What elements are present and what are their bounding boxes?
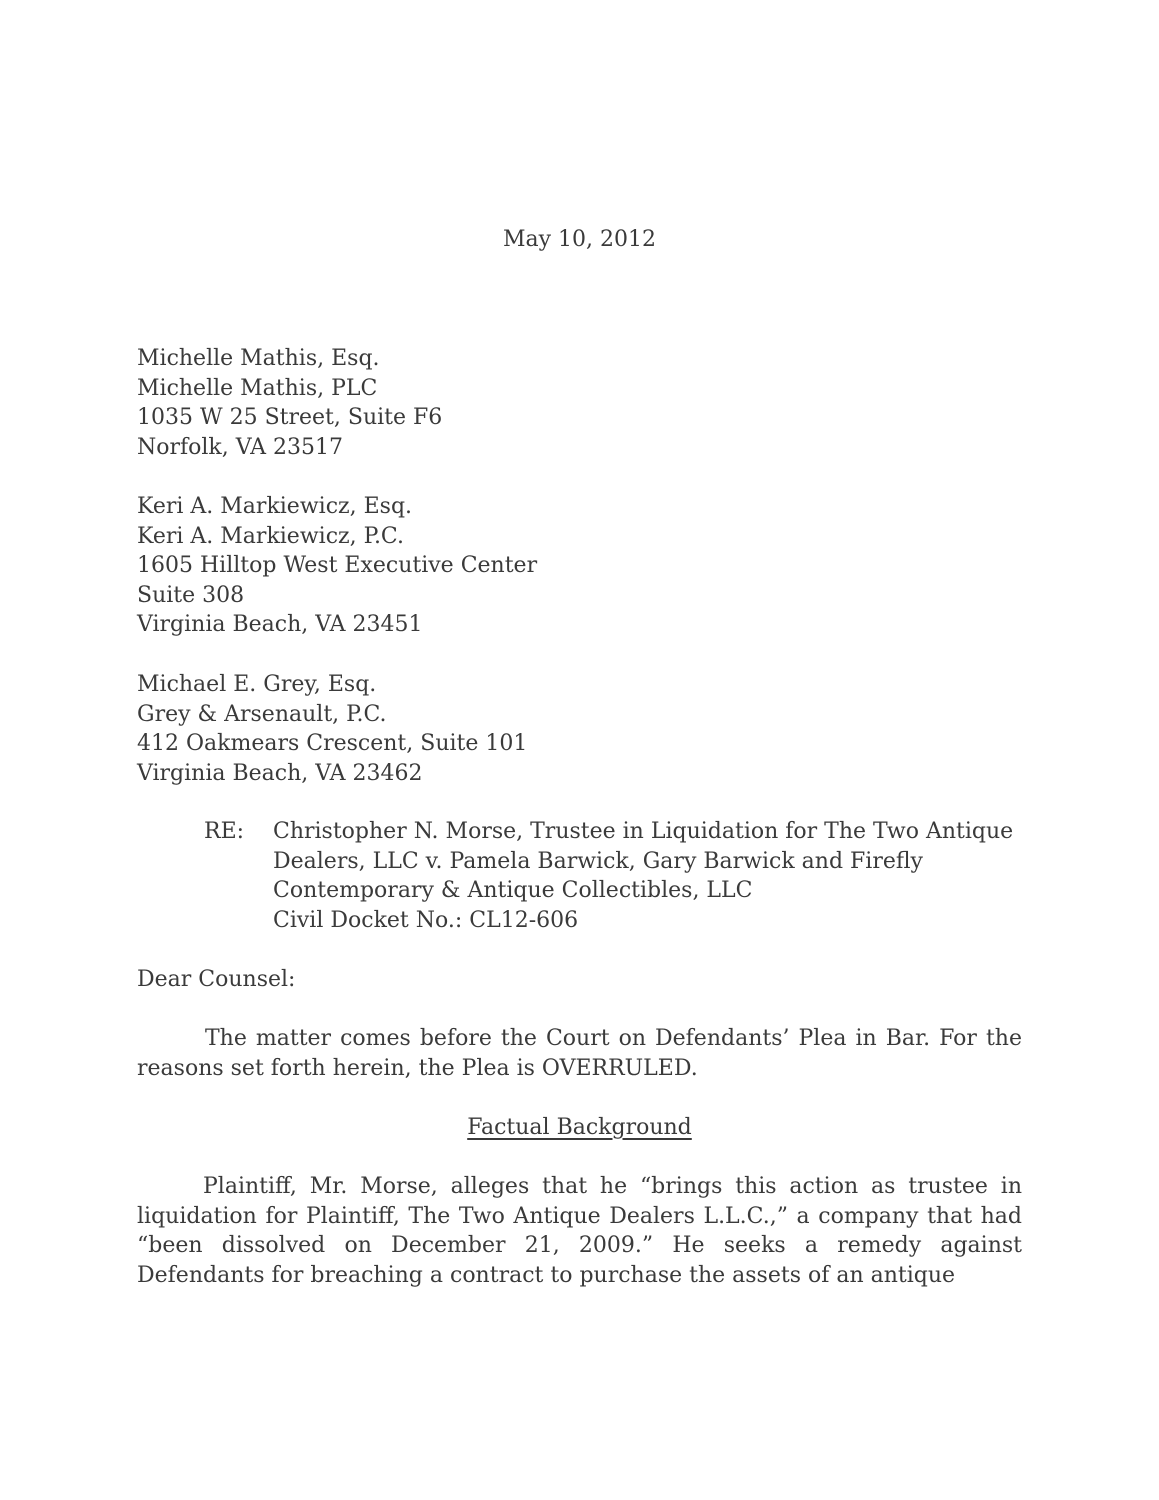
recipient-street: 412 Oakmears Crescent, Suite 101: [137, 731, 528, 757]
section-heading: [0, 1113, 1159, 1143]
salutation: Dear Counsel:: [137, 967, 296, 992]
re-label: RE:: [204, 819, 245, 844]
recipient-city: Norfolk, VA 23517: [137, 434, 344, 460]
body-paragraph-1: The matter comes before the Court on Defendants’ Plea in Bar. For the reasons set forth herein, the Plea is OVERRULED.: [137, 1026, 1022, 1081]
letter-date: May 10, 2012: [502, 227, 657, 252]
recipient-street: 1035 W 25 Street, Suite F6: [137, 405, 443, 431]
recipient-name: Keri A. Markiewicz, Esq.: [137, 494, 413, 519]
recipient-address-2: [137, 492, 1027, 640]
recipient-firm: Keri A. Markiewicz, P.C.: [137, 523, 404, 549]
recipient-name: Michelle Mathis, Esq.: [137, 346, 380, 371]
recipient-firm: Michelle Mathis, PLC: [137, 375, 378, 401]
re-subject-line: Contemporary & Antique Collectibles, LLC: [273, 878, 753, 904]
body-paragraph-2: Plaintiff, Mr. Morse, alleges that he “brings this action as trustee in liquidation for Plaintiff, The Two Antique Dealers L.L.C.,” a company that had “been dissolved on December 21, 2009.” He seeks a remedy against Defendants for breaching a contract to purchase the assets of an antique: [137, 1174, 1022, 1288]
re-subject: [273, 817, 1033, 935]
recipient-address-3: [137, 670, 1027, 788]
recipient-city: Virginia Beach, VA 23451: [137, 612, 423, 638]
recipient-city: Virginia Beach, VA 23462: [137, 760, 423, 786]
section-heading-text: Factual Background: [467, 1115, 692, 1140]
recipient-name: Michael E. Grey, Esq.: [137, 672, 377, 697]
re-subject-line: Christopher N. Morse, Trustee in Liquidation for The Two Antique: [273, 819, 1014, 844]
recipient-firm: Grey & Arsenault, P.C.: [137, 701, 387, 727]
recipient-suite: Suite 308: [137, 582, 245, 608]
recipient-street: 1605 Hilltop West Executive Center: [137, 553, 538, 579]
recipient-address-1: [137, 344, 1027, 462]
re-subject-line: Dealers, LLC v. Pamela Barwick, Gary Barwick and Firefly: [273, 848, 923, 874]
docket-number: Civil Docket No.: CL12-606: [273, 907, 579, 933]
